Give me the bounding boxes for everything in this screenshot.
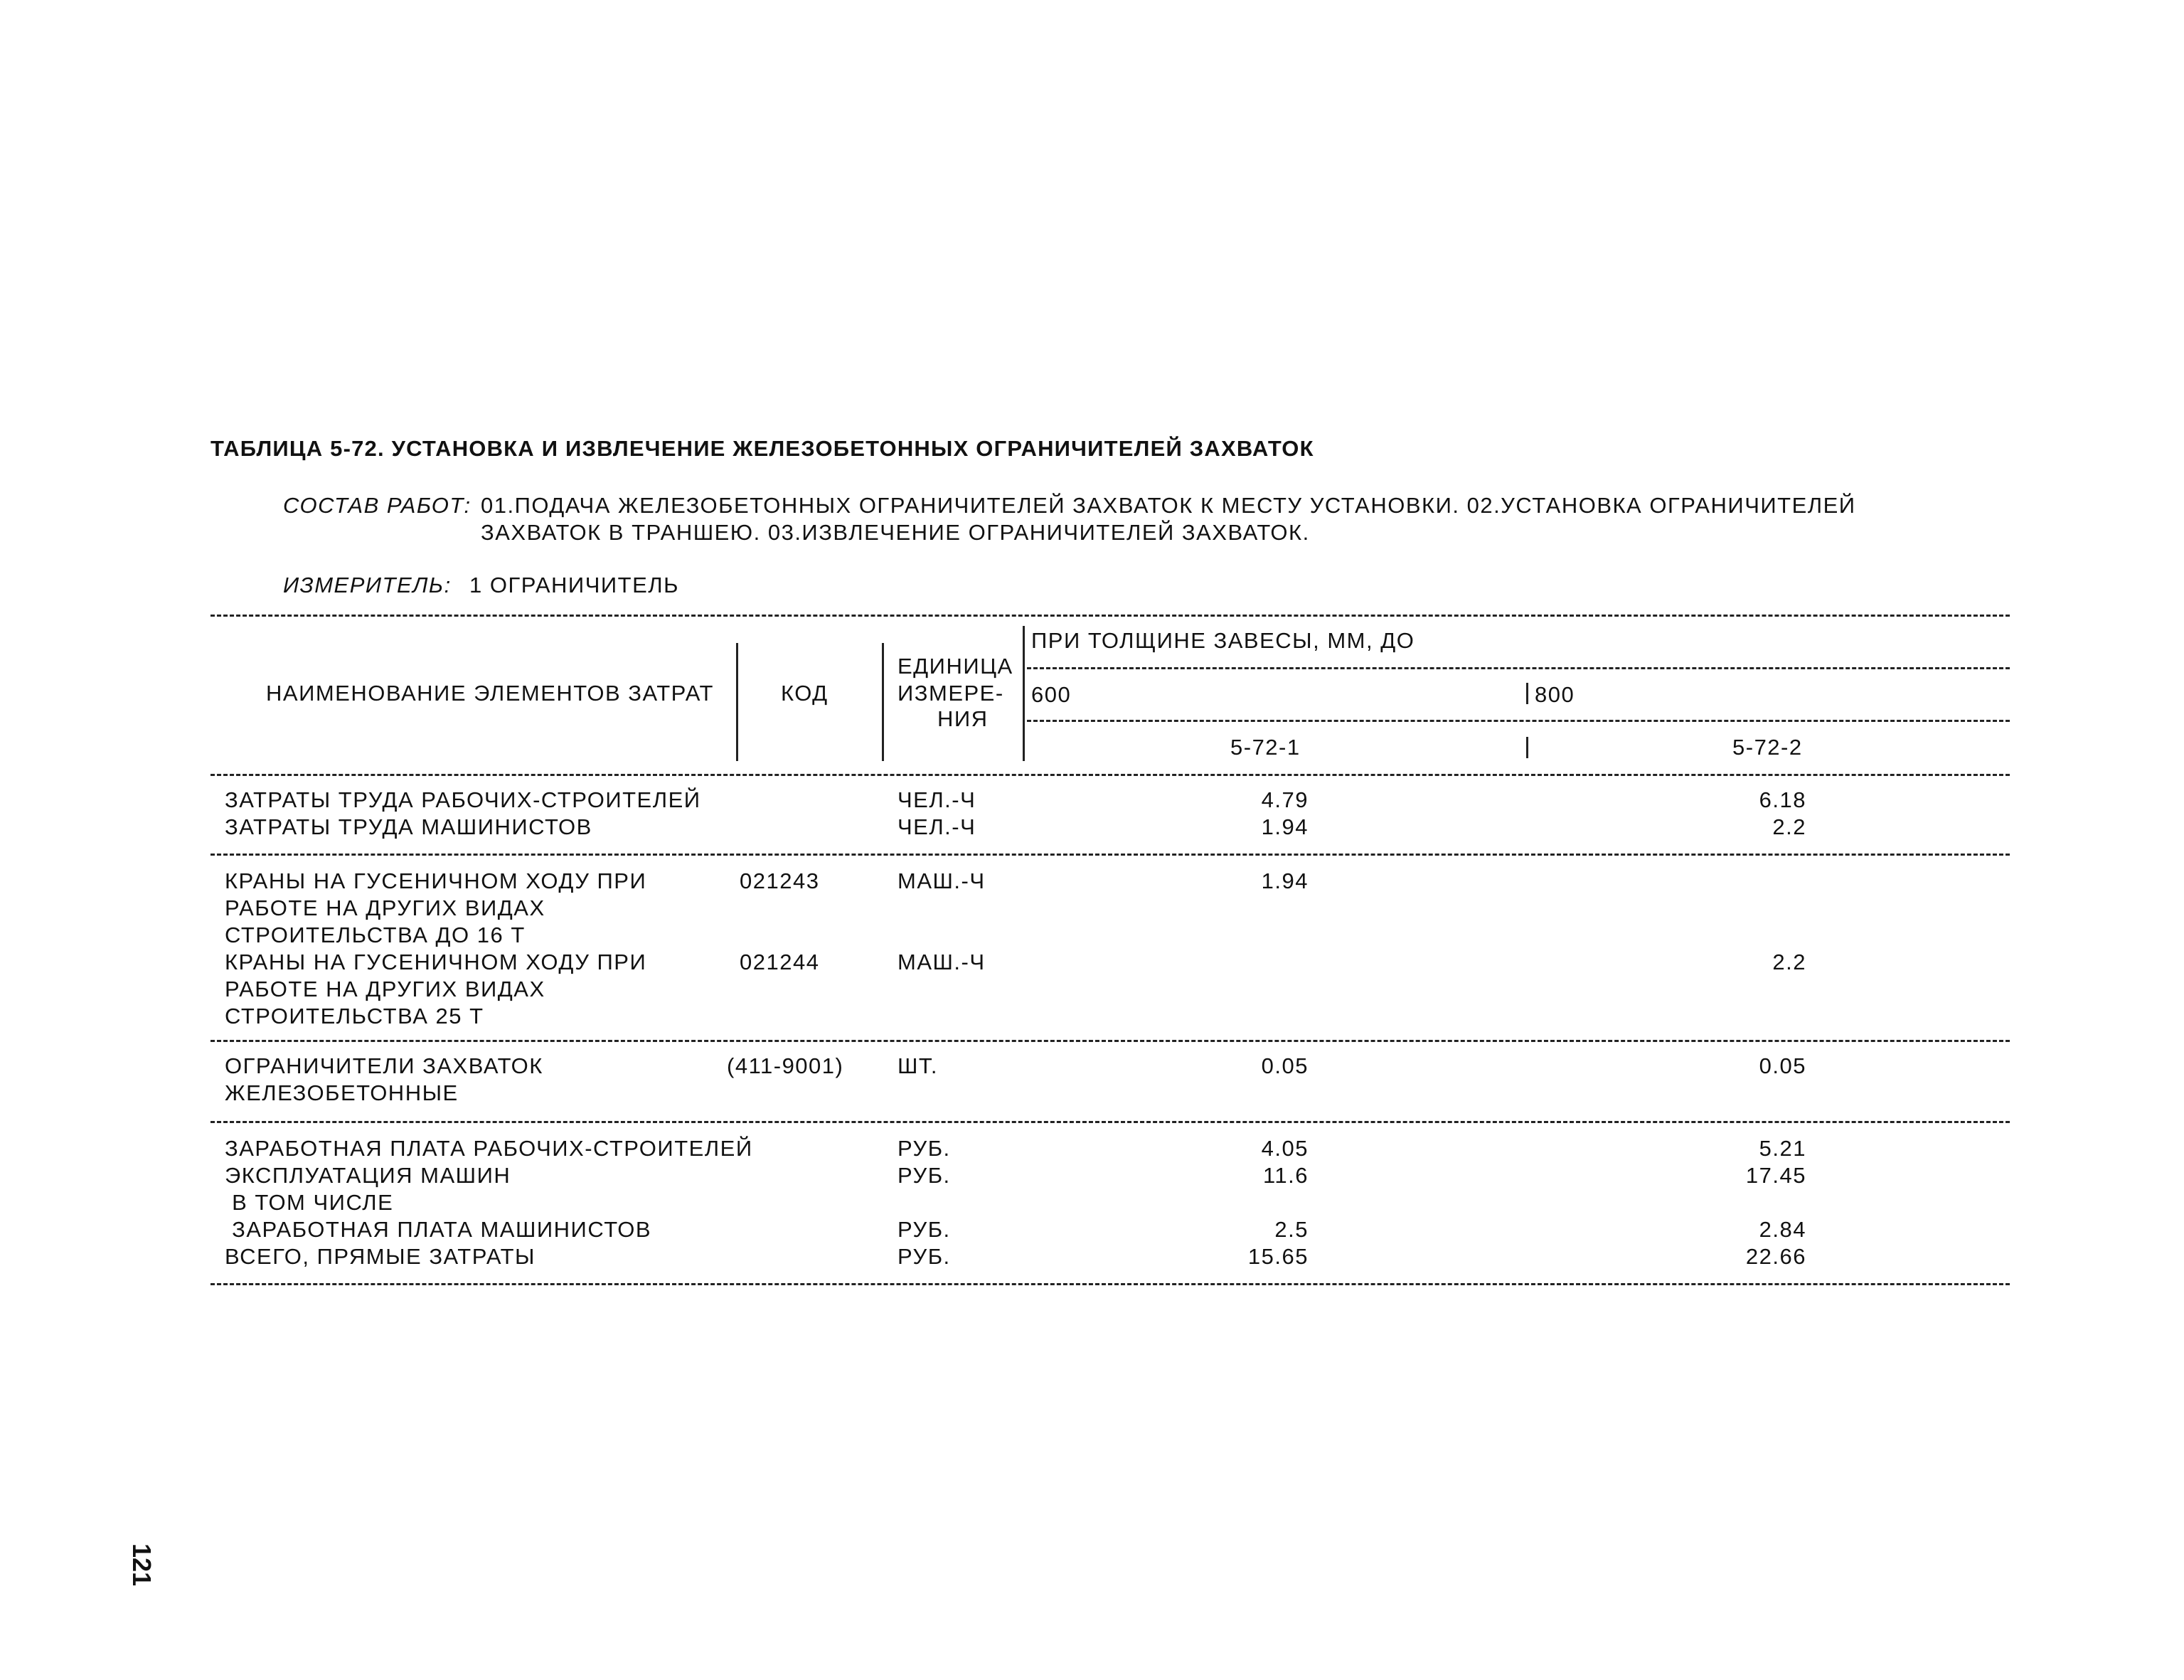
row-name: ЗАТРАТЫ ТРУДА РАБОЧИХ-СТРОИТЕЛЕЙ [225, 787, 701, 812]
header-unit-line-1: ЕДИНИЦА [897, 654, 1013, 679]
work-label-text: СОСТАВ РАБОТ [283, 493, 464, 518]
header-thickness: ПРИ ТОЛЩИНЕ ЗАВЕСЫ, ММ, ДО [1031, 628, 1415, 653]
row-name-line-2: ЖЕЛЕЗОБЕТОННЫЕ [225, 1080, 459, 1105]
row-name-line-3: СТРОИТЕЛЬСТВА 25 Т [225, 1004, 484, 1028]
header-divider-unit-values [1023, 626, 1025, 761]
header-divider-600-800 [1526, 683, 1528, 704]
rule-top [211, 615, 2010, 617]
header-t600: 600 [1031, 682, 1072, 707]
row-code: 021244 [740, 950, 820, 974]
rule-header-1 [1027, 667, 2010, 669]
row-unit: МАШ.-Ч [897, 950, 986, 974]
header-code-5-72-2: 5-72-2 [1732, 735, 1803, 760]
row-unit: ЧЕЛ.-Ч [897, 787, 976, 812]
header-divider-name-code [736, 643, 738, 761]
row-unit: ЧЕЛ.-Ч [897, 814, 976, 839]
rule-header-bottom [211, 774, 2010, 776]
rule-group-3 [211, 1121, 2010, 1123]
rule-bottom [211, 1283, 2010, 1285]
row-value-600: 1.94 [1261, 814, 1309, 839]
row-name: ОГРАНИЧИТЕЛИ ЗАХВАТОК [225, 1053, 543, 1078]
row-name: ВСЕГО, ПРЯМЫЕ ЗАТРАТЫ [225, 1244, 536, 1269]
work-line-2: ЗАХВАТОК В ТРАНШЕЮ. 03.ИЗВЛЕЧЕНИЕ ОГРАНИЧИТЕЛЕЙ ЗАХВАТОК. [481, 520, 1310, 545]
row-value-800: 2.2 [1772, 814, 1806, 839]
row-value-600: 1.94 [1261, 868, 1309, 893]
row-value-800: 0.05 [1759, 1053, 1806, 1078]
row-value-800: 5.21 [1759, 1136, 1806, 1161]
row-unit: МАШ.-Ч [897, 868, 986, 893]
row-value-800: 2.84 [1759, 1217, 1806, 1242]
row-value-600: 11.6 [1262, 1163, 1309, 1188]
header-code-5-72-1: 5-72-1 [1230, 735, 1301, 760]
row-value-600: 4.05 [1261, 1136, 1309, 1161]
header-code: КОД [781, 681, 829, 706]
row-unit: ШТ. [897, 1053, 939, 1078]
row-value-800: 6.18 [1759, 787, 1806, 812]
header-name: НАИМЕНОВАНИЕ ЭЛЕМЕНТОВ ЗАТРАТ [266, 681, 714, 706]
row-name: В ТОМ ЧИСЛЕ [225, 1190, 394, 1215]
header-divider-code-unit [882, 643, 884, 761]
meter-label-text: ИЗМЕРИТЕЛЬ [283, 573, 444, 597]
table-title: ТАБЛИЦА 5-72. УСТАНОВКА И ИЗВЛЕЧЕНИЕ ЖЕЛЕЗОБЕТОННЫХ ОГРАНИЧИТЕЛЕЙ ЗАХВАТОК [211, 436, 1314, 461]
rule-group-1 [211, 854, 2010, 856]
row-value-600: 2.5 [1274, 1217, 1309, 1242]
row-name: ЭКСПЛУАТАЦИЯ МАШИН [225, 1163, 511, 1188]
row-value-800: 2.2 [1772, 950, 1806, 974]
row-unit: РУБ. [897, 1163, 951, 1188]
row-name: КРАНЫ НА ГУСЕНИЧНОМ ХОДУ ПРИ [225, 950, 647, 974]
row-name: ЗАТРАТЫ ТРУДА МАШИНИСТОВ [225, 814, 592, 839]
work-label: СОСТАВ РАБОТ: [283, 493, 472, 518]
row-code: 021243 [740, 868, 820, 893]
row-name: КРАНЫ НА ГУСЕНИЧНОМ ХОДУ ПРИ [225, 868, 647, 893]
page-number: 121 [127, 1543, 156, 1587]
header-t800: 800 [1535, 682, 1575, 707]
rule-header-2 [1027, 720, 2010, 722]
meter-value: 1 ОГРАНИЧИТЕЛЬ [469, 573, 679, 597]
row-name-line-2: РАБОТЕ НА ДРУГИХ ВИДАХ [225, 977, 545, 1001]
row-value-800: 22.66 [1745, 1244, 1806, 1269]
row-unit: РУБ. [897, 1136, 951, 1161]
row-value-800: 17.45 [1745, 1163, 1806, 1188]
rule-group-2 [211, 1040, 2010, 1042]
row-value-600: 0.05 [1261, 1053, 1309, 1078]
row-name-line-2: РАБОТЕ НА ДРУГИХ ВИДАХ [225, 895, 545, 920]
row-unit: РУБ. [897, 1244, 951, 1269]
row-unit: РУБ. [897, 1217, 951, 1242]
row-code: (411-9001) [727, 1053, 844, 1078]
row-name-line-3: СТРОИТЕЛЬСТВА ДО 16 Т [225, 923, 526, 947]
header-unit-line-2: ИЗМЕРЕ- [897, 681, 1004, 706]
row-value-600: 15.65 [1247, 1244, 1309, 1269]
row-value-600: 4.79 [1261, 787, 1309, 812]
row-name: ЗАРАБОТНАЯ ПЛАТА МАШИНИСТОВ [225, 1217, 652, 1242]
header-unit-line-3: НИЯ [937, 706, 989, 731]
row-name: ЗАРАБОТНАЯ ПЛАТА РАБОЧИХ-СТРОИТЕЛЕЙ [225, 1136, 753, 1161]
meter-label: ИЗМЕРИТЕЛЬ: [283, 573, 452, 597]
work-line-1: 01.ПОДАЧА ЖЕЛЕЗОБЕТОННЫХ ОГРАНИЧИТЕЛЕЙ ЗАХВАТОК К МЕСТУ УСТАНОВКИ. 02.УСТАНОВКА ОГРАНИЧИТЕЛЕЙ [481, 493, 1856, 518]
header-divider-code1-code2 [1526, 737, 1528, 758]
